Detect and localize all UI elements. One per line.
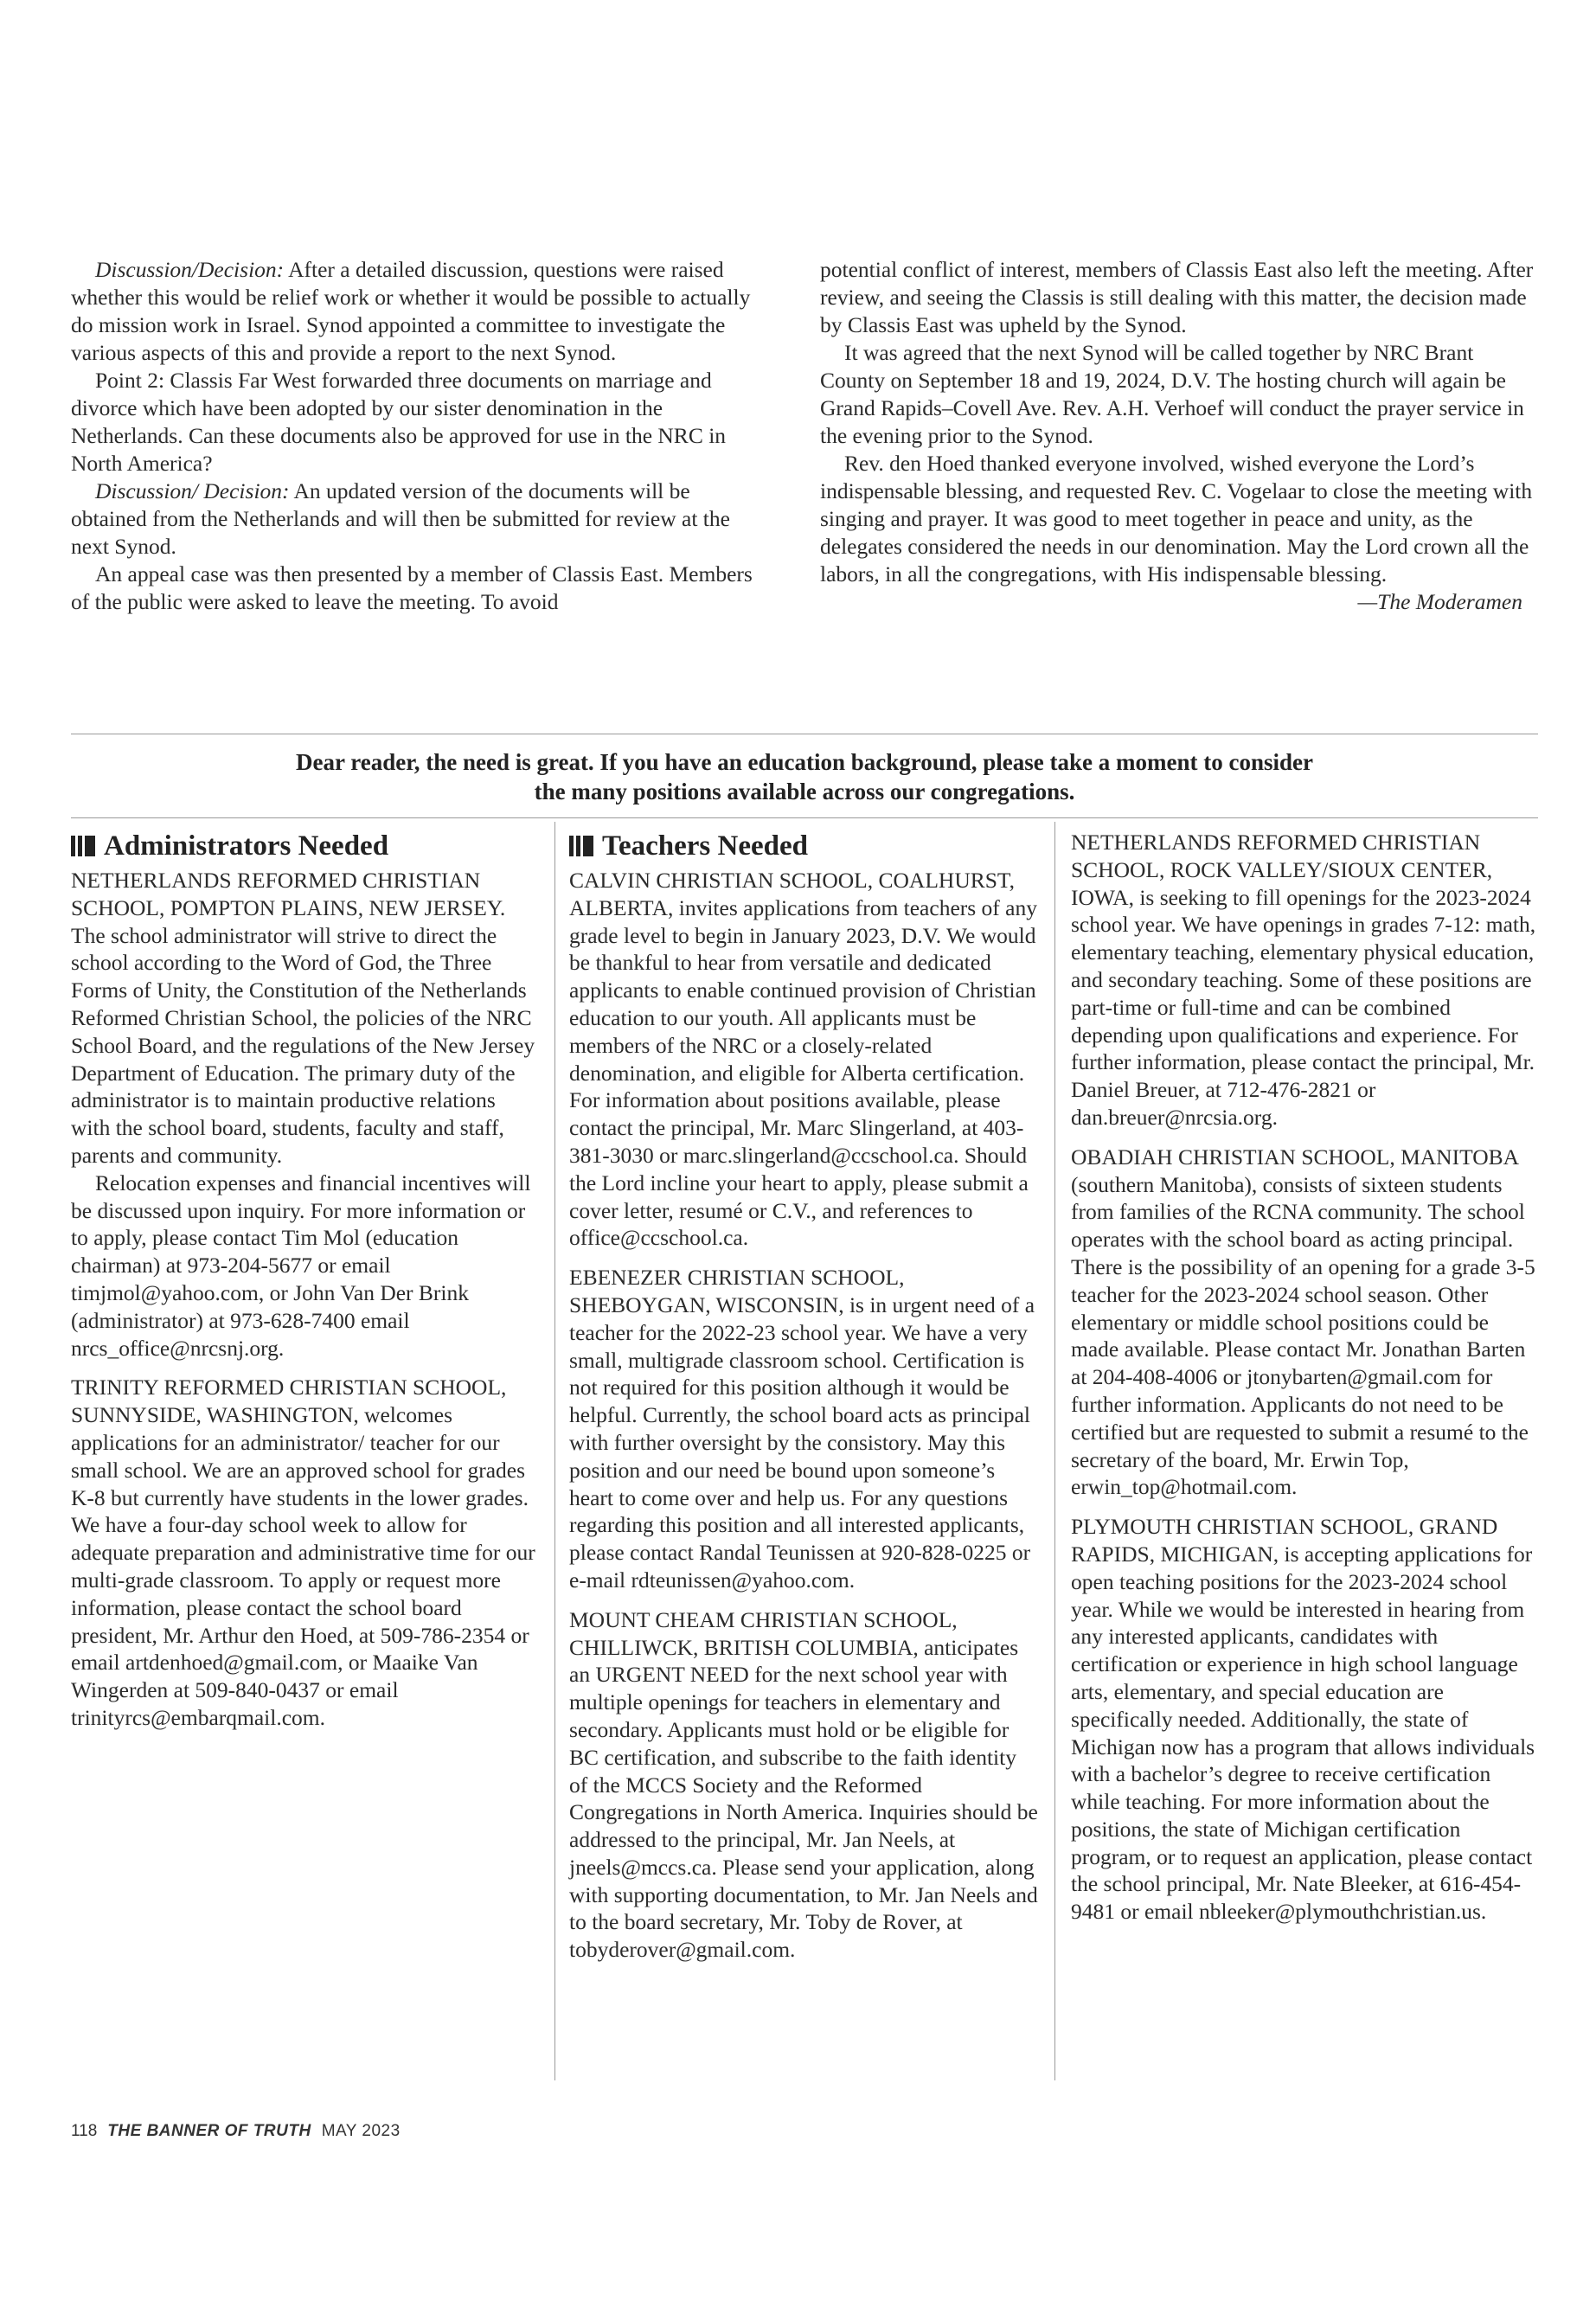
article-paragraph — [71, 561, 767, 616]
teachers-heading — [569, 829, 1040, 863]
article-paragraph: potential conflict of interest, members of Classis East also left the meeting. After review, and seeing the Classis is still dealing with this matter, the decision made by Classis East was upheld by the Synod. — [820, 257, 1534, 337]
heading-text: Administrators Needed — [104, 830, 389, 862]
paragraph-text: Point 2: Classis Far West forwarded three documents on marriage and divorce which have been adopted by our sister denomination in the Netherlands. Can these documents also be approved for use in the NRC in North America? — [71, 368, 727, 476]
listing-text: CALVIN CHRISTIAN SCHOOL, COALHURST, ALBERTA, invites applications from teachers of any grade level to begin in January 2023, D.V. We would be thankful to hear from versatile and dedicated applicants to enable continued provision of Christian education to our youth. All applicants must be members of the NRC or a closely-related denomination, and eligible for Alberta certification. For information about positions available, please contact the principal, Mr. Marc Slingerland, at 403-381-3030 or marc.slingerland@ccschool.ca. Should the Lord incline your heart to apply, please submit a cover letter, resumé or C.V., and references to office@ccschool.ca. — [569, 868, 1037, 1251]
article-right-column — [820, 256, 1538, 616]
listing-text: NETHERLANDS REFORMED CHRISTIAN SCHOOL, ROCK VALLEY/SIOUX CENTER, IOWA, is seeking to fill openings for the 2023-2024 school year. We have openings in grades 7-12: math, elementary teaching, elementary physical education, and secondary teaching. Some of these positions are part-time or full-time and can be combined depending upon qualifications and experience. For further information, please contact the principal, Mr. Daniel Breuer, at 712-476-2821 or dan.breuer@nrcsia.org. — [1071, 830, 1536, 1130]
article-paragraph — [71, 256, 767, 367]
section-bars-icon — [71, 836, 95, 856]
listing-text: OBADIAH CHRISTIAN SCHOOL, MANITOBA (southern Manitoba), consists of sixteen students from families of the RCNA community. The school operates with the school board as acting principal. There is the possibility of an opening for a grade 3-5 teacher for the 2023-2024 school season. Other elementary or middle school positions could be made available. Please contact Mr. Jonathan Barten at 204-408-4006 or jtonybarten@gmail.com for further information. Applicants do not need to be certified but are requested to submit a resumé to the secretary of the board, Mr. Erwin Top, erwin_top@hotmail.com. — [1071, 1144, 1535, 1500]
article-paragraph: Rev. den Hoed thanked everyone involved, wished everyone the Lord’s indispensable blessing, and requested Rev. C. Vogelaar to close the meeting with singing and prayer. It was good to meet together in peace and unity, as the delegates considered the needs in our denomination. May the Lord crown all the labors, in all the congregations, with His indispensable blessing. — [820, 451, 1533, 586]
article-paragraph: It was agreed that the next Synod will be called together by NRC Brant County on September 18 and 19, 2024, D.V. The hosting church will again be Grand Rapids–Covell Ave. Rev. A.H. Verhoef will conduct the prayer service in the evening prior to the Synod. — [820, 340, 1524, 448]
article-paragraph — [71, 478, 767, 561]
listing-entry — [1071, 829, 1538, 1131]
appeal-line: the many positions available across our congregations. — [534, 779, 1075, 804]
column-rule — [554, 822, 555, 2080]
listing-text: MOUNT CHEAM CHRISTIAN SCHOOL, CHILLIWCK, BRITISH COLUMBIA, anticipates an URGENT NEED for the next school year with multiple openings for teachers in elementary and secondary. Applicants must hold or be eligible for BC certification, and subscribe to the faith identity of the MCCS Society and the Reformed Congregations in North America. Inquiries should be addressed to the principal, Mr. Jan Neels, at jneels@mccs.ca. Please send your application, along with supporting documentation, to Mr. Jan Neels and to the board secretary, Mr. Toby de Rover, at tobyderover@gmail.com. — [569, 1606, 1038, 1963]
paragraph-label: Discussion/ Decision: — [95, 478, 290, 503]
paragraph-text: An updated version of the documents will be obtained from the Netherlands and will then be submitted for review at the next Synod. — [71, 478, 730, 559]
heading-text: Teachers Needed — [602, 830, 808, 862]
appeal-line: Dear reader, the need is great. If you have an education background, please take a moment to consider — [296, 749, 1313, 775]
listing-entry — [1071, 1513, 1538, 1926]
page-number: 118 — [71, 2122, 98, 2140]
paragraph-text: After a detailed discussion, questions were raised whether this would be relief work or whether it would be possible to actually do mission work in Israel. Synod appointed a committee to investigate the various aspects of this and provide a report to the next Synod. — [71, 257, 751, 365]
listing-text: EBENEZER CHRISTIAN SCHOOL, SHEBOYGAN, WISCONSIN, is in urgent need of a teacher for the 2022-23 school year. We have a very small, multigrade classroom school. Certification is not required for this position although it would be helpful. Currently, the school board acts as principal with further oversight by the consistory. May this position and our need be bound upon someone’s heart to come over and help us. For any questions regarding this position and all interested applicants, please contact Randal Teunissen at 920-828-0225 or e-mail rdteunissen@yahoo.com. — [569, 1265, 1035, 1593]
appeal-banner — [71, 747, 1538, 806]
listing-entry — [71, 867, 538, 1362]
article-paragraph — [71, 367, 767, 478]
listing-entry — [569, 867, 1040, 1252]
listing-entry — [569, 1606, 1040, 1964]
column-rule — [1054, 822, 1055, 2080]
listing-text: Relocation expenses and financial incentives will be discussed upon inquiry. For more information or to apply, please contact Tim Mol (education chairman) at 973-204-5677 or email timjmol@yahoo.com, or John Van Der Brink (administrator) at 973-628-7400 email nrcs_office@nrcsnj.org. — [71, 1170, 531, 1361]
listing-entry — [71, 1374, 538, 1731]
issue-date: MAY 2023 — [321, 2122, 401, 2140]
page-footer — [71, 2122, 401, 2141]
listing-text: PLYMOUTH CHRISTIAN SCHOOL, GRAND RAPIDS, MICHIGAN, is accepting applications for open teaching positions for the 2023-2024 school year. While we would be interested in hearing from any interested applicants, candidates with certification or experience in high school language arts, elementary, and special education are specifically needed. Additionally, the state of Michigan now has a program that allows individuals with a bachelor’s degree to receive certification while teaching. For more information about the positions, the state of Michigan certification program, or to request an application, please contact the school principal, Mr. Nate Bleeker, at 616-454-9481 or email nbleeker@plymouthchristian.us. — [1071, 1514, 1535, 1925]
teachers-column — [569, 829, 1040, 1976]
paragraph-label: Discussion/Decision: — [95, 257, 285, 282]
administrators-heading — [71, 829, 538, 863]
section-bars-icon — [569, 836, 593, 856]
section-divider — [71, 817, 1538, 818]
listing-entry — [1071, 1144, 1538, 1501]
publication-name: THE BANNER OF TRUTH — [107, 2122, 311, 2140]
teachers-continued-column — [1071, 829, 1538, 1938]
article-signature: —The Moderamen — [1357, 589, 1522, 614]
listing-text: NETHERLANDS REFORMED CHRISTIAN SCHOOL, POMPTON PLAINS, NEW JERSEY. The school administrator will strive to direct the school according to the Word of God, the Three Forms of Unity, the Constitution of the Netherlands Reformed Christian School, the policies of the NRC School Board, and the regulations of the New Jersey Department of Education. The primary duty of the administrator is to maintain productive relations with the school board, students, faculty and staff, parents and community. — [71, 868, 535, 1168]
listing-entry — [569, 1264, 1040, 1594]
listing-text: TRINITY REFORMED CHRISTIAN SCHOOL, SUNNYSIDE, WASHINGTON, welcomes applications for an administrator/ teacher for our small school. We are an approved school for grades K-8 but currently have students in the lower grades. We have a four-day school week to allow for adequate preparation and administrative time for our multi-grade classroom. To apply or request more information, please contact the school board president, Mr. Arthur den Hoed, at 509-786-2354 or email artdenhoed@gmail.com, or Maaike Van Wingerden at 509-840-0437 or email trinityrcs@embarqmail.com. — [71, 1375, 535, 1730]
paragraph-text: An appeal case was then presented by a member of Classis East. Members of the public were asked to leave the meeting. To avoid — [71, 561, 753, 614]
administrators-column — [71, 829, 538, 1744]
article-left-column — [71, 256, 767, 616]
